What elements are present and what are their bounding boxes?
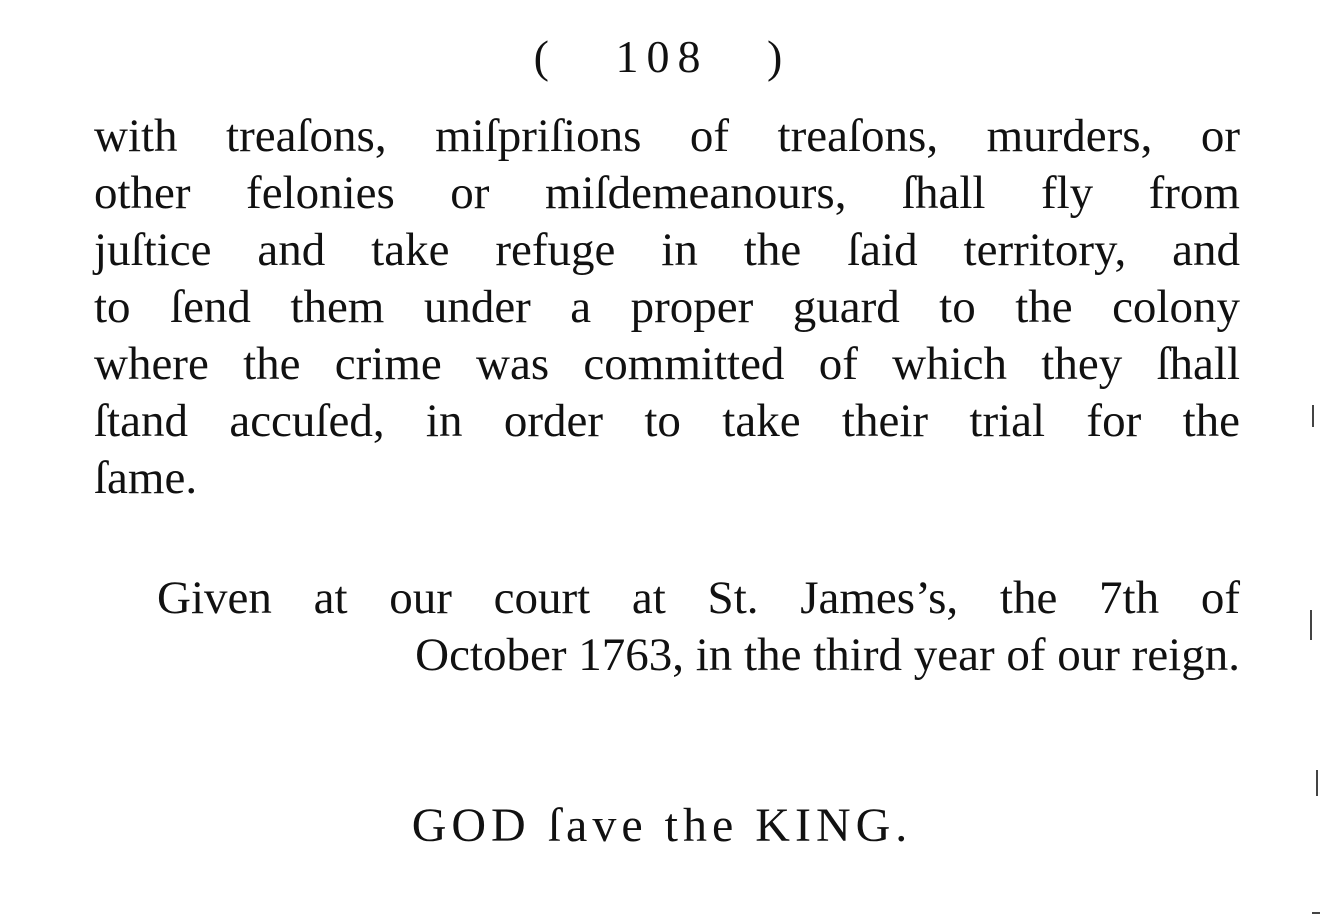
body-paragraph [94,108,1240,507]
scan-mark [1312,405,1314,427]
body-line: with treaſons, miſpriſions of treaſons, murders, or [94,110,1240,162]
body-line: where the crime was committed of which they ſhall [94,338,1240,390]
body-line: ſtand accuſed, in order to take their trial for the [94,395,1240,447]
body-line: other felonies or miſdemeanours, ſhall fly from [94,167,1240,219]
scan-mark [1316,770,1318,796]
dating-line-2: October 1763, in the third year of our reign. [415,629,1240,681]
body-line: to ſend them under a proper guard to the colony [94,281,1240,333]
page-number: ( 108 ) [533,31,791,82]
scan-mark [1312,912,1320,914]
body-line: ſame. [94,452,198,504]
scan-mark [1310,610,1312,640]
dating-clause [157,570,1240,684]
dating-line-1: Given at our court at St. James’s, the 7th of [157,572,1240,624]
body-line: juſtice and take refuge in the ſaid territory, and [94,224,1240,276]
closing-line: GOD ſave the KING. [411,799,913,852]
